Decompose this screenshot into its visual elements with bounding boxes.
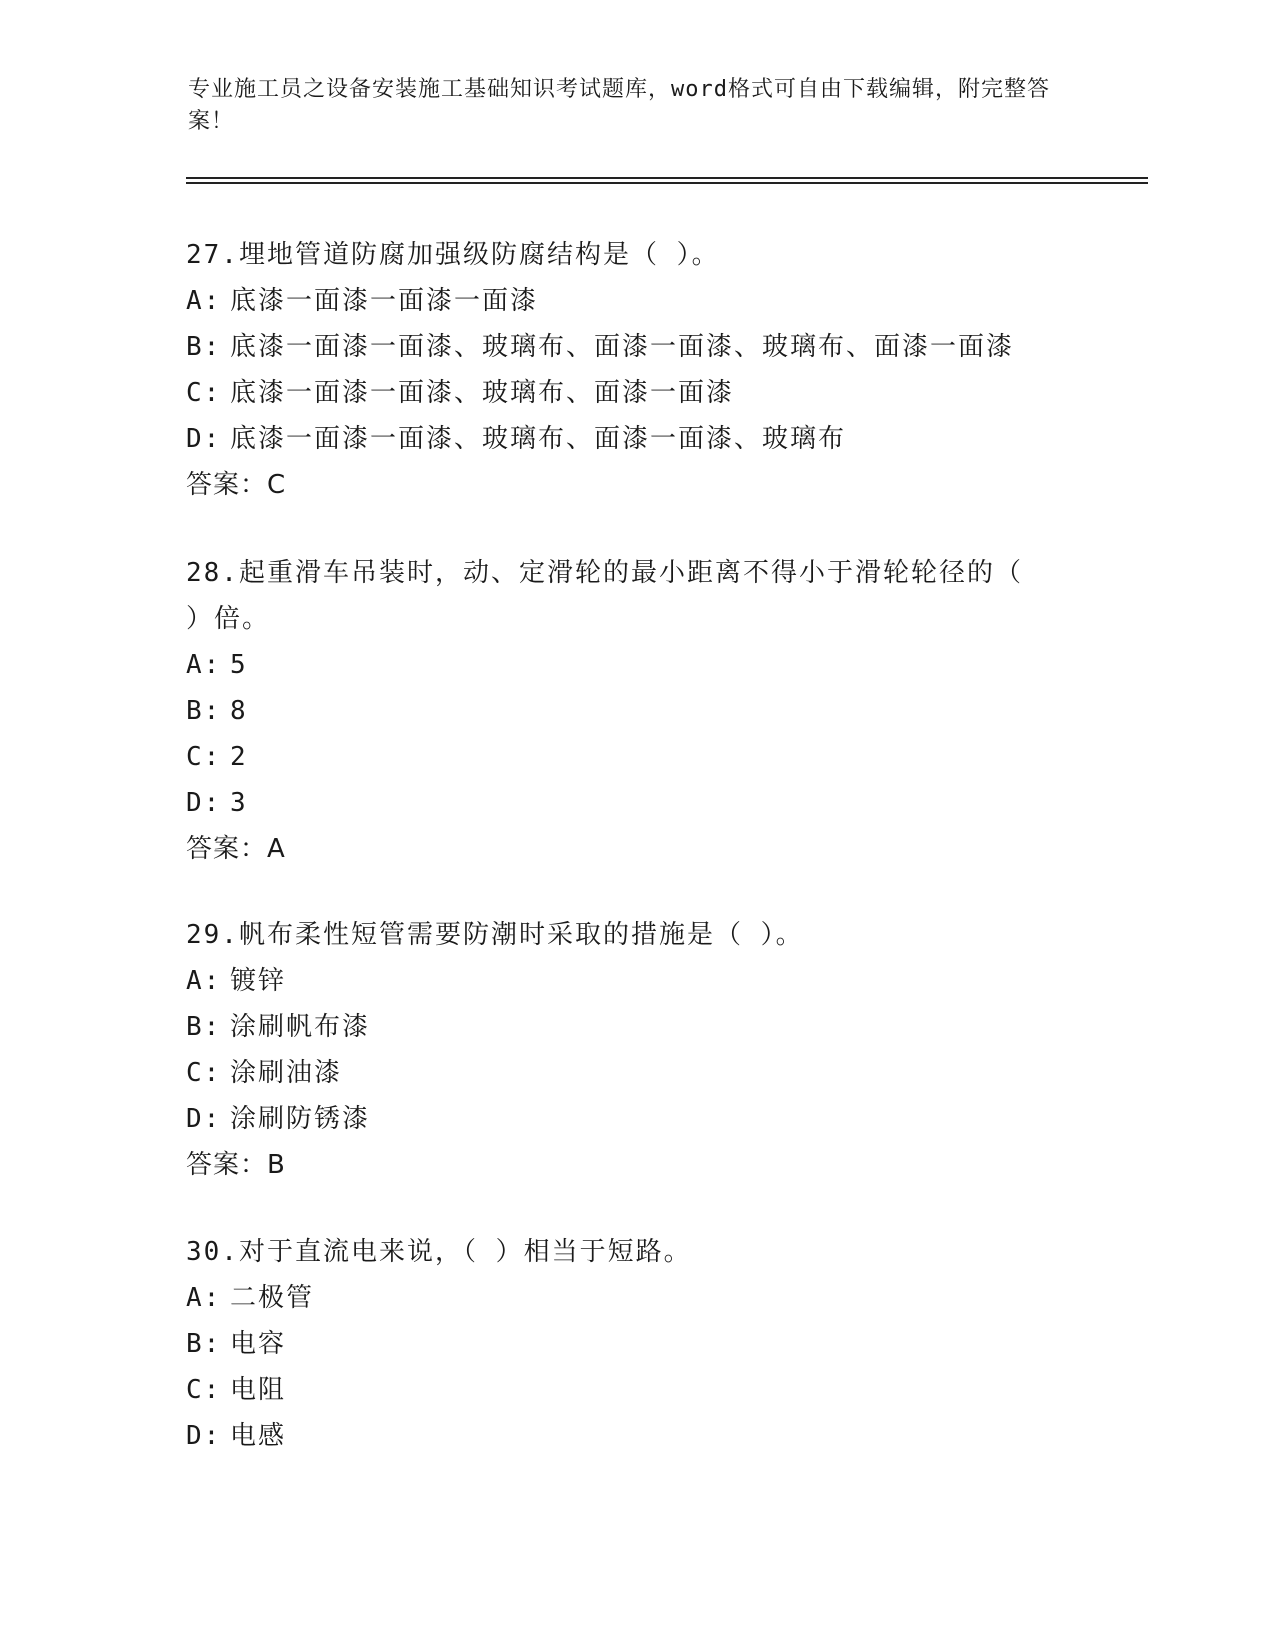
option-key: D: xyxy=(186,1104,222,1134)
option-text: 镀锌 xyxy=(230,966,287,996)
answer-line: 答案：C xyxy=(186,470,287,500)
option-key: C: xyxy=(186,1375,222,1405)
option-text: 二极管 xyxy=(230,1283,315,1313)
option-d xyxy=(186,780,1086,826)
option-c xyxy=(186,1050,1086,1096)
option-text: 底漆一面漆一面漆一面漆 xyxy=(230,286,539,316)
option-text: 底漆一面漆一面漆、玻璃布、面漆一面漆 xyxy=(230,378,735,408)
option-key: A: xyxy=(186,286,222,316)
option-a xyxy=(186,278,1086,324)
option-text: 涂刷帆布漆 xyxy=(230,1012,371,1042)
option-text: 底漆一面漆一面漆、玻璃布、面漆一面漆、玻璃布、面漆一面漆 xyxy=(230,332,1015,362)
question-stem: 28.起重滑车吊装时，动、定滑轮的最小距离不得小于滑轮轮径的（ ）倍。 xyxy=(186,558,1023,634)
header-divider-top xyxy=(186,177,1148,179)
option-key: B: xyxy=(186,1329,222,1359)
option-key: C: xyxy=(186,378,222,408)
header-divider-bottom xyxy=(186,182,1148,184)
option-key: B: xyxy=(186,696,222,726)
option-key: D: xyxy=(186,1421,222,1451)
option-key: A: xyxy=(186,1283,222,1313)
option-text: 3 xyxy=(230,788,248,818)
option-d xyxy=(186,1413,1086,1459)
option-b xyxy=(186,1321,1086,1367)
option-a xyxy=(186,958,1086,1004)
question-stem: 29.帆布柔性短管需要防潮时采取的措施是（ ）。 xyxy=(186,920,804,950)
option-text: 5 xyxy=(230,650,248,680)
option-a xyxy=(186,642,1086,688)
option-text: 2 xyxy=(230,742,248,772)
page-header-text: 专业施工员之设备安装施工基础知识考试题库，word格式可自由下载编辑，附完整答案！ xyxy=(188,77,1050,134)
option-key: D: xyxy=(186,788,222,818)
option-text: 涂刷防锈漆 xyxy=(230,1104,371,1134)
option-text: 8 xyxy=(230,696,248,726)
option-c xyxy=(186,370,1086,416)
question-stem: 30.对于直流电来说，（ ）相当于短路。 xyxy=(186,1237,692,1267)
option-key: A: xyxy=(186,650,222,680)
option-c xyxy=(186,734,1086,780)
option-key: D: xyxy=(186,424,222,454)
option-key: B: xyxy=(186,332,222,362)
option-key: B: xyxy=(186,1012,222,1042)
answer-line: 答案：A xyxy=(186,834,286,864)
question-stem: 27.埋地管道防腐加强级防腐结构是（ ）。 xyxy=(186,240,720,270)
option-key: C: xyxy=(186,1058,222,1088)
option-b xyxy=(186,324,1086,370)
option-text: 电阻 xyxy=(230,1375,287,1405)
option-text: 底漆一面漆一面漆、玻璃布、面漆一面漆、玻璃布 xyxy=(230,424,847,454)
question-28 xyxy=(186,550,1086,872)
question-29 xyxy=(186,912,1086,1188)
option-d xyxy=(186,416,1086,462)
question-30 xyxy=(186,1229,1086,1459)
option-c xyxy=(186,1367,1086,1413)
option-a xyxy=(186,1275,1086,1321)
option-key: A: xyxy=(186,966,222,996)
question-27 xyxy=(186,232,1086,508)
option-b xyxy=(186,688,1086,734)
option-d xyxy=(186,1096,1086,1142)
option-text: 涂刷油漆 xyxy=(230,1058,343,1088)
option-text: 电感 xyxy=(230,1421,287,1451)
option-key: C: xyxy=(186,742,222,772)
option-text: 电容 xyxy=(230,1329,287,1359)
option-b xyxy=(186,1004,1086,1050)
answer-line: 答案：B xyxy=(186,1150,286,1180)
